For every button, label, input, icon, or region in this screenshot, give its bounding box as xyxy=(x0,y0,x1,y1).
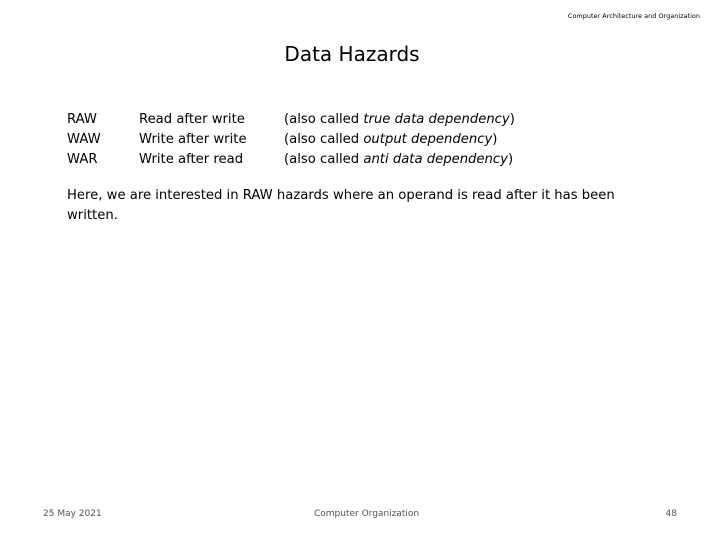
desc-term: anti data dependency xyxy=(363,152,508,167)
body-paragraph: Here, we are interested in RAW hazards where an operand is read after it has been written. xyxy=(67,188,615,223)
desc-suffix: ) xyxy=(509,112,515,127)
hazard-list xyxy=(67,110,515,170)
hazard-row-waw xyxy=(67,130,515,150)
hazard-abbr: WAR xyxy=(67,152,98,167)
footer-date: 25 May 2021 xyxy=(43,509,102,519)
course-header: Computer Architecture and Organization xyxy=(567,12,700,20)
desc-prefix: (also called xyxy=(284,112,364,127)
page-number: 48 xyxy=(665,509,677,519)
hazard-name: Write after read xyxy=(139,152,244,167)
desc-suffix: ) xyxy=(492,132,498,147)
footer-course: Computer Organization xyxy=(314,509,420,519)
hazard-row-raw xyxy=(67,110,515,130)
desc-term: true data dependency xyxy=(363,112,510,127)
hazard-name: Read after write xyxy=(139,112,245,127)
hazard-abbr: RAW xyxy=(67,112,97,127)
hazard-description xyxy=(284,110,515,130)
desc-prefix: (also called xyxy=(284,152,364,167)
slide-title: Data Hazards xyxy=(284,42,420,66)
hazard-row-war xyxy=(67,150,515,170)
desc-suffix: ) xyxy=(507,152,514,167)
desc-term: output dependency xyxy=(363,132,493,147)
desc-prefix: (also called xyxy=(284,132,364,147)
hazard-name: Write after write xyxy=(139,132,247,147)
hazard-abbr: WAW xyxy=(67,132,101,147)
hazard-description xyxy=(284,130,497,150)
hazard-description xyxy=(284,150,513,170)
